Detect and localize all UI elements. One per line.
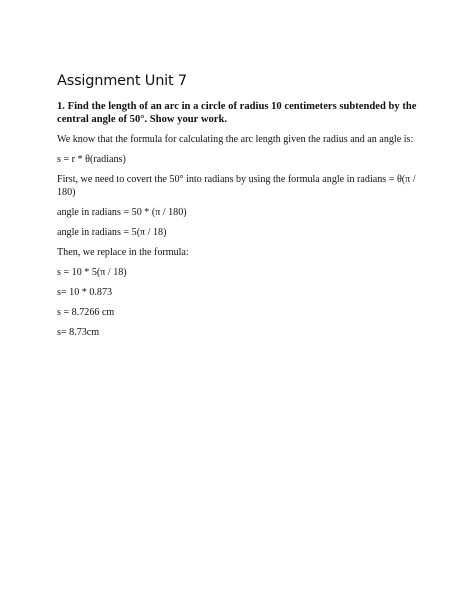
- conversion-explanation: First, we need to covert the 50° into radians by using the formula angle in radians = θ(π / 180): [57, 174, 416, 198]
- final-answer: s= 8.73cm: [57, 326, 100, 338]
- question-text: 1. Find the length of an arc in a circle of radius 10 centimeters subtended by the central angle of 50°. Show your work.: [57, 101, 417, 125]
- calculation-step-3: s = 8.7266 cm: [57, 306, 115, 318]
- replace-intro: Then, we replace in the formula:: [57, 246, 189, 258]
- calculation-step-2: s= 10 * 0.873: [57, 286, 113, 298]
- calculation-step-1: s = 10 * 5(π / 18): [57, 266, 127, 278]
- document-title: Assignment Unit 7: [57, 73, 187, 89]
- radians-step-1: angle in radians = 50 * (π / 180): [57, 206, 187, 218]
- radians-step-2: angle in radians = 5(π / 18): [57, 226, 167, 238]
- arc-length-formula: s = r * θ(radians): [57, 154, 126, 165]
- document-page: [57, 72, 422, 347]
- formula-intro: We know that the formula for calculating the arc length given the radius and an angle is:: [57, 134, 414, 145]
